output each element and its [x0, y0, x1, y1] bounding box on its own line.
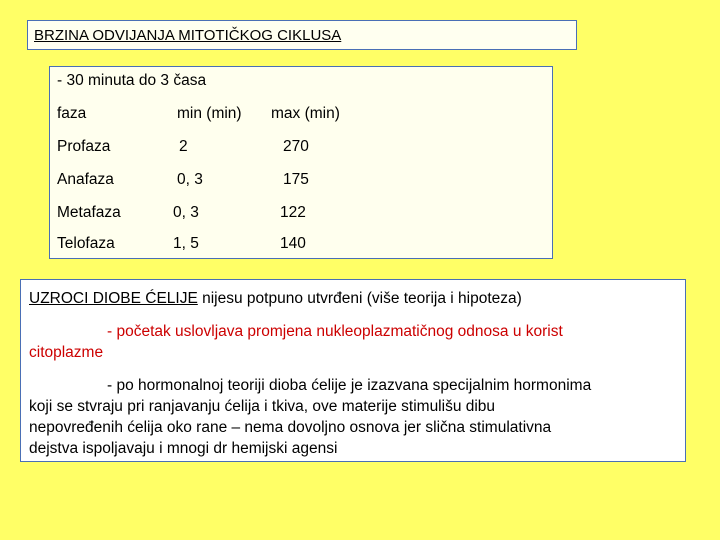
row-max: 140 [280, 235, 306, 252]
header-min: min (min) [177, 105, 242, 122]
row-phase: Telofaza [57, 235, 115, 252]
table-intro: - 30 minuta do 3 časa [57, 72, 207, 89]
row-min: 0, 3 [177, 171, 203, 188]
title-box [27, 20, 577, 50]
cause-point-2: - po hormonalnoj teoriji dioba ćelije je izazvana specijalnim hormonima koji se stvraju pri ranjavanju ćelija i tkiva, ove materije stimulišu dibu nepovređenih ćelija oko rane – nema dovoljno osnova jer slična stimulativna dejstva ispoljavaju i mnogi dr hemijski agensi [29, 377, 592, 457]
cause-point-1: - početak uslovljava promjena nukleoplazmatičnog odnosa u korist citoplazme [29, 323, 563, 361]
row-max: 270 [283, 138, 309, 155]
causes-box [20, 279, 686, 462]
row-min: 2 [179, 138, 188, 155]
duration-table [49, 66, 553, 259]
header-phase: faza [57, 105, 87, 122]
causes-heading: UZROCI DIOBE ĆELIJE [29, 290, 198, 307]
header-max: max (min) [271, 105, 340, 122]
row-phase: Profaza [57, 138, 111, 155]
row-min: 0, 3 [173, 204, 199, 221]
causes-heading-rest: nijesu potpuno utvrđeni (više teorija i hipoteza) [197, 290, 522, 307]
page-title: BRZINA ODVIJANJA MITOTIČKOG CIKLUSA [34, 27, 342, 44]
row-max: 122 [280, 204, 306, 221]
row-max: 175 [283, 171, 309, 188]
row-min: 1, 5 [173, 235, 199, 252]
row-phase: Metafaza [57, 204, 121, 221]
row-phase: Anafaza [57, 171, 114, 188]
causes-heading-line [29, 288, 679, 309]
